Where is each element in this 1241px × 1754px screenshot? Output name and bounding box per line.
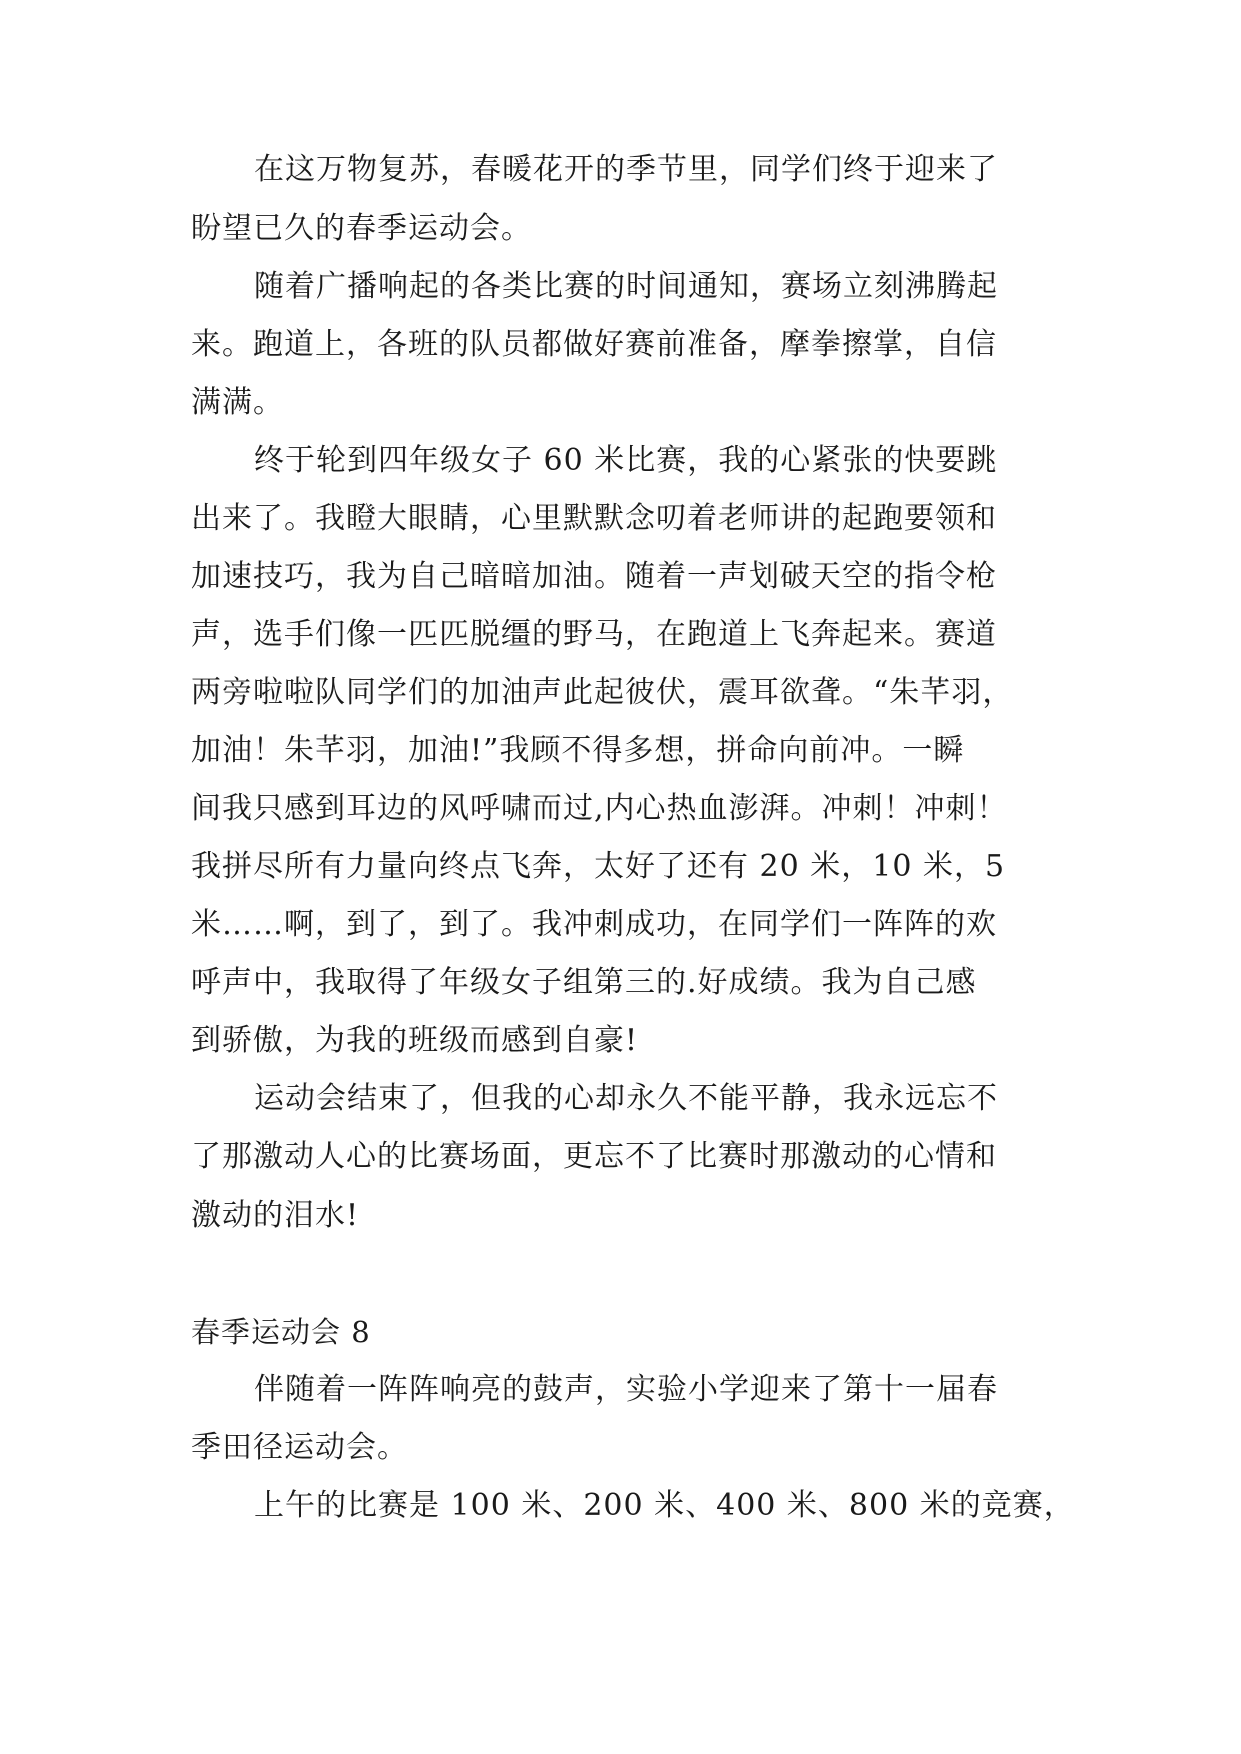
- text-line: 两旁啦啦队同学们的加油声此起彼伏，震耳欲聋。“朱芊羽，: [191, 675, 1014, 710]
- text-line: 上午的比赛是 100 米、200 米、400 米、800 米的竞赛，: [254, 1488, 1075, 1523]
- text-line: 加油！朱芊羽，加油!”我顾不得多想，拼命向前冲。一瞬: [191, 733, 965, 768]
- text-line: 激动的泪水!: [191, 1198, 360, 1233]
- text-line: 到骄傲，为我的班级而感到自豪!: [191, 1023, 639, 1058]
- text-line: 间我只感到耳边的风呼啸而过,内心热血澎湃。冲刺！冲刺！: [191, 791, 1008, 826]
- text-line: 了那激动人心的比赛场面，更忘不了比赛时那激动的心情和: [191, 1139, 997, 1174]
- text-line: 终于轮到四年级女子 60 米比赛，我的心紧张的快要跳: [254, 443, 998, 478]
- text-line: 随着广播响起的各类比赛的时间通知，赛场立刻沸腾起: [254, 269, 998, 304]
- text-line: 季田径运动会。: [191, 1430, 408, 1465]
- text-line: 盼望已久的春季运动会。: [191, 211, 532, 246]
- text-line: 我拼尽所有力量向终点飞奔，太好了还有 20 米，10 米，5: [191, 849, 1006, 884]
- text-line: 米……啊，到了，到了。我冲刺成功，在同学们一阵阵的欢: [191, 907, 997, 942]
- section-heading: 春季运动会 8: [191, 1315, 371, 1349]
- text-line: 在这万物复苏，春暖花开的季节里，同学们终于迎来了: [254, 152, 998, 187]
- text-line: 加速技巧，我为自己暗暗加油。随着一声划破天空的指令枪: [191, 559, 997, 594]
- text-line: 来。跑道上，各班的队员都做好赛前准备，摩拳擦掌，自信: [191, 327, 997, 362]
- text-line: 伴随着一阵阵响亮的鼓声，实验小学迎来了第十一届春: [254, 1372, 998, 1407]
- text-line: 出来了。我瞪大眼睛，心里默默念叨着老师讲的起跑要领和: [191, 501, 997, 536]
- text-line: 满满。: [191, 385, 284, 420]
- text-line: 运动会结束了，但我的心却永久不能平静，我永远忘不: [254, 1081, 998, 1116]
- text-line: 呼声中，我取得了年级女子组第三的.好成绩。我为自己感: [191, 965, 977, 1000]
- text-line: 声，选手们像一匹匹脱缰的野马，在跑道上飞奔起来。赛道: [191, 617, 997, 652]
